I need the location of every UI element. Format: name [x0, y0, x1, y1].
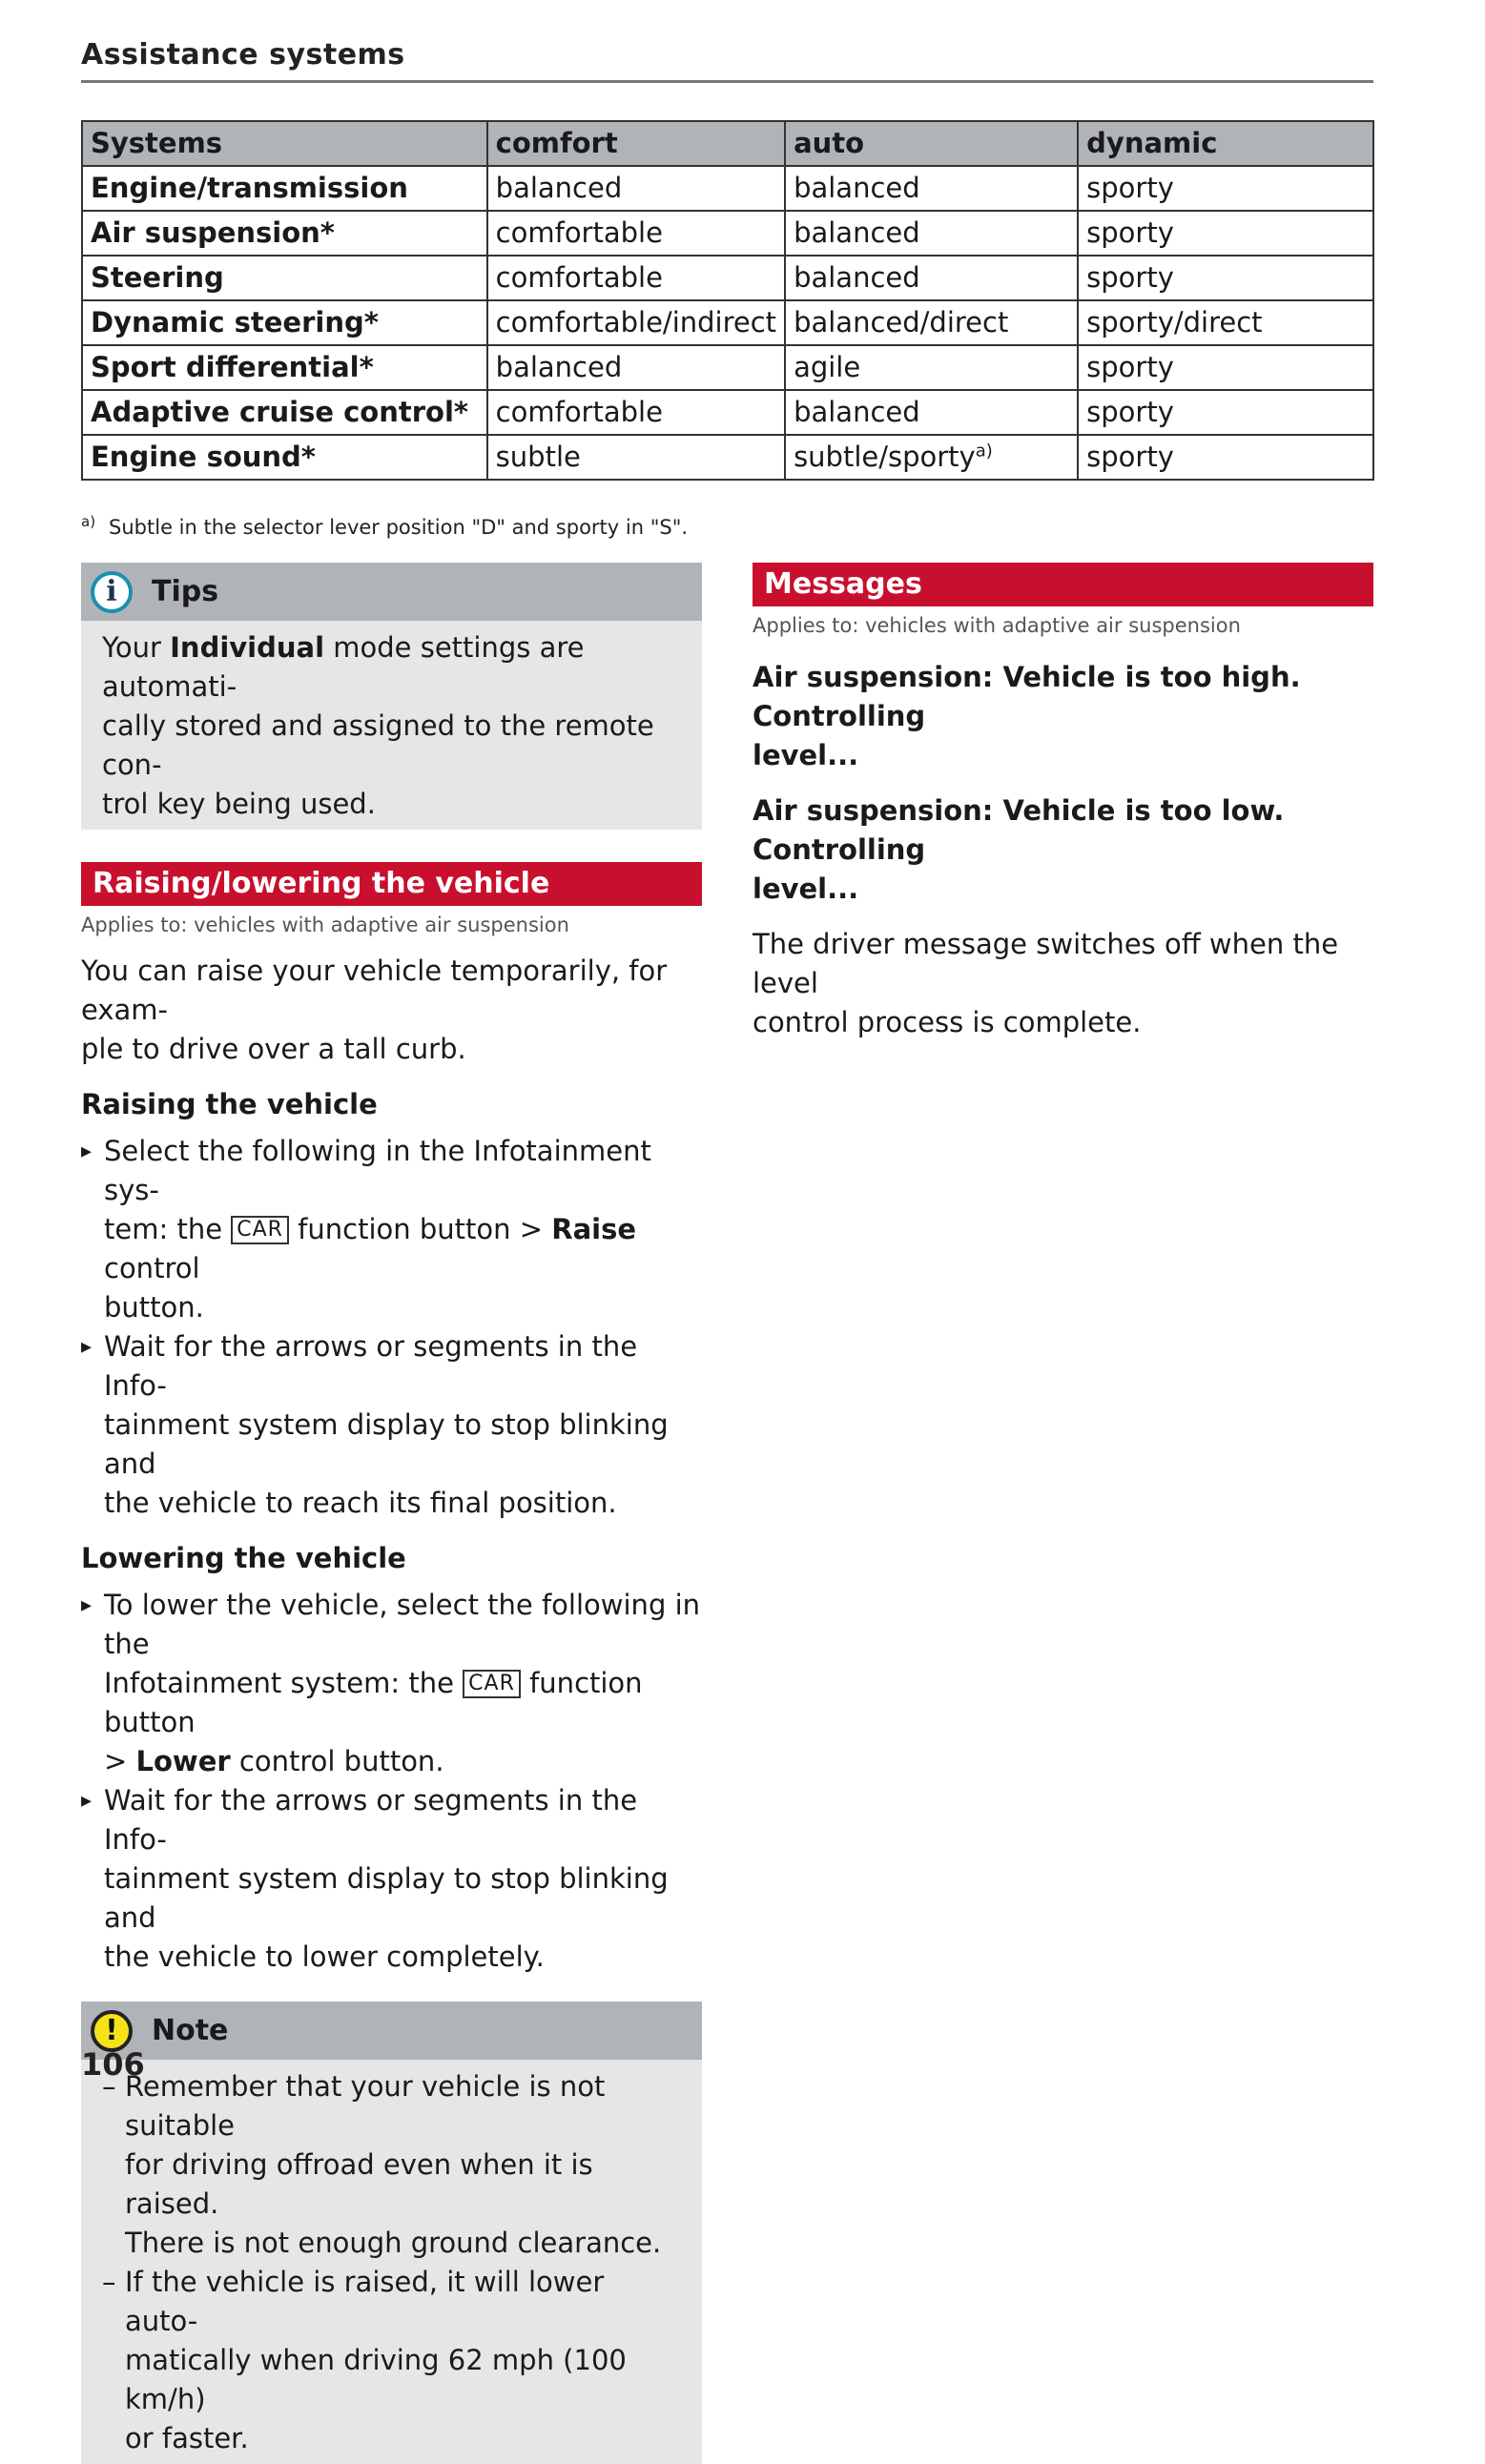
- list-item: [81, 1327, 702, 1523]
- dynamic-cell: sporty: [1078, 345, 1373, 390]
- tips-text: trol key being used.: [102, 788, 376, 820]
- table-row: [82, 211, 1373, 256]
- step-text: >: [104, 1745, 136, 1777]
- right-column: [753, 563, 1373, 1042]
- message-title: level...: [753, 873, 859, 905]
- note-text: matically when driving 62 mph (100 km/h): [125, 2344, 627, 2415]
- comfort-cell: comfortable: [487, 211, 785, 256]
- dynamic-cell: sporty/direct: [1078, 300, 1373, 345]
- note-header: [81, 2002, 702, 2060]
- section-title-raising-lowering: Raising/lowering the vehicle: [81, 862, 702, 906]
- system-cell: Engine/transmission: [82, 166, 487, 211]
- list-item: [102, 2263, 681, 2458]
- message-title: level...: [753, 739, 859, 771]
- comfort-cell: comfortable: [487, 256, 785, 300]
- step-text: control: [104, 1252, 200, 1284]
- step-text: ▸ Select the following in the Infotainment sys-: [104, 1135, 651, 1206]
- step-text: button.: [104, 1291, 204, 1324]
- auto-cell: balanced: [785, 256, 1078, 300]
- message-title: Air suspension: Vehicle is too high. Controlling: [753, 661, 1301, 732]
- note-title: Note: [152, 2014, 229, 2047]
- note-text: – Remember that your vehicle is not suitable: [125, 2070, 606, 2142]
- page-number: 106: [81, 2046, 145, 2083]
- auto-cell: agile: [785, 345, 1078, 390]
- auto-cell: [785, 435, 1078, 480]
- applies-to-text: Applies to: vehicles with adaptive air suspension: [81, 914, 569, 936]
- column-header: auto: [785, 121, 1078, 166]
- step-text: function button: [104, 1667, 643, 1738]
- message-title: Air suspension: Vehicle is too low. Controlling: [753, 794, 1285, 866]
- table-footnote: [81, 513, 688, 539]
- tips-text: mode settings are automati-: [102, 631, 585, 703]
- tips-title: Tips: [152, 575, 219, 608]
- system-cell: Dynamic steering*: [82, 300, 487, 345]
- step-text: tainment system display to stop blinking and: [104, 1408, 669, 1480]
- warning-icon: !: [91, 2010, 133, 2052]
- step-text: control button.: [230, 1745, 444, 1777]
- auto-cell: balanced/direct: [785, 300, 1078, 345]
- car-key-label: CAR: [463, 1670, 521, 1698]
- car-key-label: CAR: [231, 1216, 289, 1244]
- system-cell: Adaptive cruise control*: [82, 390, 487, 435]
- note-box: [81, 2002, 702, 2464]
- list-item: [81, 1781, 702, 1977]
- dynamic-cell: sporty: [1078, 390, 1373, 435]
- list-item: [81, 1132, 702, 1327]
- tips-header: [81, 563, 702, 621]
- applies-to-text: Applies to: vehicles with adaptive air suspension: [753, 614, 1241, 637]
- tips-body: [81, 621, 702, 830]
- step-text: the vehicle to reach its final position.: [104, 1487, 617, 1519]
- table-row: [82, 435, 1373, 480]
- system-cell: Air suspension*: [82, 211, 487, 256]
- message-description: control process is complete.: [753, 1006, 1142, 1038]
- list-item: [102, 2067, 681, 2263]
- auto-cell-text: subtle/sporty: [794, 441, 976, 473]
- left-column: [81, 563, 702, 2464]
- step-text: ▸ Wait for the arrows or segments in the Info-: [104, 1784, 638, 1856]
- step-text: ▸ To lower the vehicle, select the following in the: [104, 1589, 701, 1660]
- comfort-cell: subtle: [487, 435, 785, 480]
- table-row: [82, 390, 1373, 435]
- raising-steps: [81, 1132, 702, 1523]
- auto-cell: balanced: [785, 166, 1078, 211]
- step-text: tainment system display to stop blinking and: [104, 1862, 669, 1934]
- column-header: Systems: [82, 121, 487, 166]
- page-header-title: Assistance systems: [81, 38, 405, 72]
- system-cell: Steering: [82, 256, 487, 300]
- note-text: – If the vehicle is raised, it will lower auto-: [125, 2266, 605, 2337]
- tips-box: [81, 563, 702, 830]
- drive-modes-table: [81, 120, 1374, 481]
- comfort-cell: comfortable/indirect: [487, 300, 785, 345]
- table-header-row: [82, 121, 1373, 166]
- footnote-text: Subtle in the selector lever position "D" and sporty in "S".: [109, 516, 689, 539]
- info-icon: i: [91, 571, 133, 613]
- footnote-mark: a): [81, 513, 96, 530]
- step-text: the vehicle to lower completely.: [104, 1940, 545, 1973]
- step-text-bold: Raise: [551, 1213, 637, 1245]
- note-text: There is not enough ground clearance.: [125, 2227, 662, 2259]
- raising-heading: Raising the vehicle: [81, 1088, 378, 1120]
- tips-text: cally stored and assigned to the remote con-: [102, 709, 654, 781]
- footnote-ref: a): [975, 441, 993, 462]
- note-text: for driving offroad even when it is raised.: [125, 2148, 593, 2220]
- table-row: [82, 256, 1373, 300]
- section-title-messages: Messages: [753, 563, 1373, 606]
- list-item: [81, 1586, 702, 1781]
- table-row: [82, 166, 1373, 211]
- dynamic-cell: sporty: [1078, 256, 1373, 300]
- comfort-cell: balanced: [487, 166, 785, 211]
- lowering-heading: Lowering the vehicle: [81, 1542, 406, 1574]
- comfort-cell: comfortable: [487, 390, 785, 435]
- message-description: The driver message switches off when the level: [753, 928, 1339, 999]
- column-header: dynamic: [1078, 121, 1373, 166]
- intro-text: You can raise your vehicle temporarily, for exam-: [81, 955, 668, 1026]
- auto-cell: balanced: [785, 211, 1078, 256]
- step-text-bold: Lower: [135, 1745, 231, 1777]
- system-cell: Engine sound*: [82, 435, 487, 480]
- tips-text: Your: [102, 631, 171, 664]
- step-text: ▸ Wait for the arrows or segments in the Info-: [104, 1330, 638, 1402]
- step-text: Infotainment system: the: [104, 1667, 464, 1699]
- dynamic-cell: sporty: [1078, 166, 1373, 211]
- intro-text: ple to drive over a tall curb.: [81, 1033, 466, 1065]
- auto-cell: balanced: [785, 390, 1078, 435]
- step-text: tem: the: [104, 1213, 232, 1245]
- note-text: or faster.: [125, 2422, 249, 2454]
- step-text: function button >: [288, 1213, 552, 1245]
- comfort-cell: balanced: [487, 345, 785, 390]
- system-cell: Sport differential*: [82, 345, 487, 390]
- table-row: [82, 345, 1373, 390]
- dynamic-cell: sporty: [1078, 211, 1373, 256]
- note-body: [81, 2060, 702, 2464]
- table-row: [82, 300, 1373, 345]
- header-divider: [81, 80, 1373, 83]
- tips-text-bold: Individual: [170, 631, 325, 664]
- lowering-steps: [81, 1586, 702, 1977]
- dynamic-cell: sporty: [1078, 435, 1373, 480]
- column-header: comfort: [487, 121, 785, 166]
